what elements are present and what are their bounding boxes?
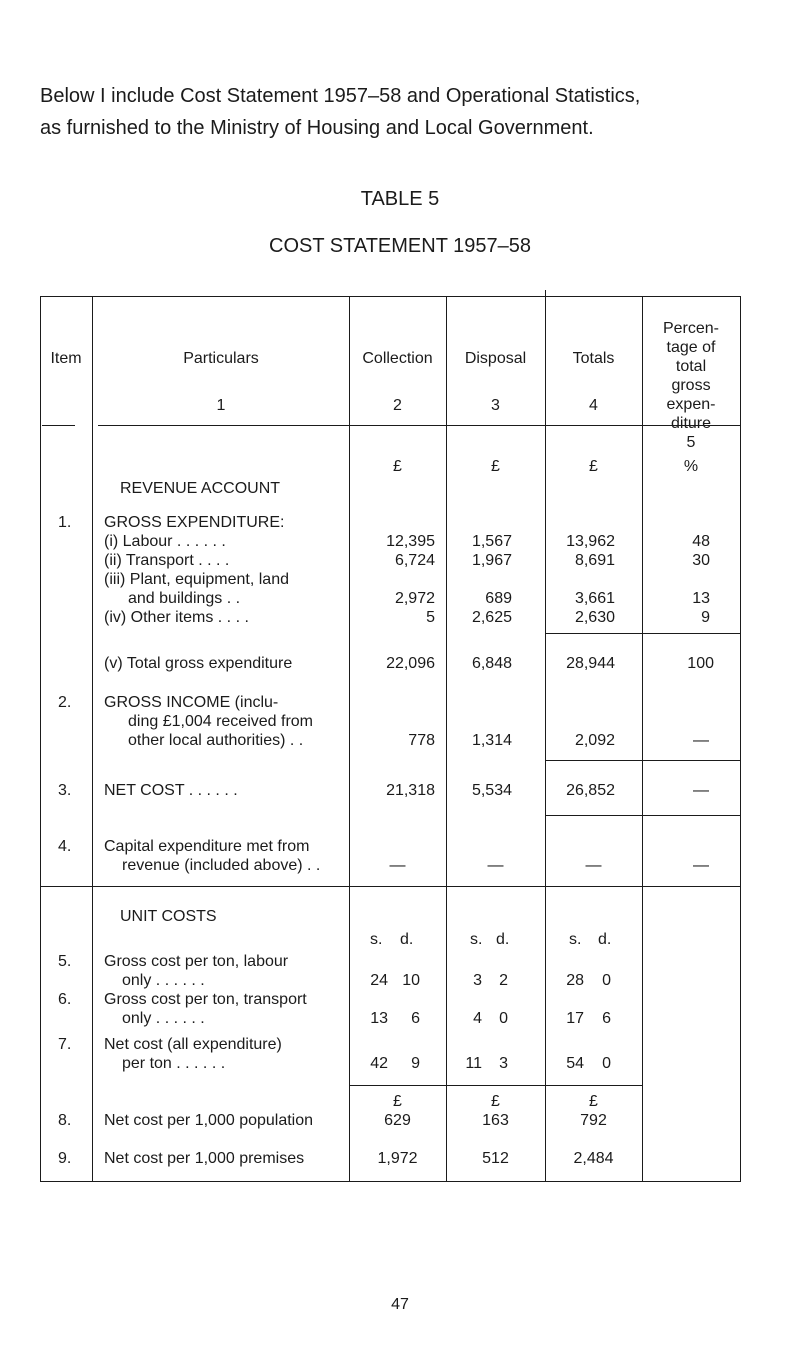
labour-unit-collection-s: 24 <box>370 972 388 989</box>
item-number-9: 9. <box>58 1150 72 1167</box>
header-disposal: Disposal <box>464 350 527 367</box>
per-population-label: Net cost per 1,000 population <box>104 1112 314 1129</box>
gross-income-percentage: — <box>693 732 709 749</box>
other-items-label: (iv) Other items . . . . <box>104 609 249 626</box>
transport-unit-disposal-s: 4 <box>473 1010 482 1027</box>
labour-unit-disposal-s: 3 <box>473 972 482 989</box>
revenue-account-heading: REVENUE ACCOUNT <box>120 480 281 497</box>
collection-unit-s: s. <box>370 931 383 948</box>
totals-unit-s: s. <box>569 931 582 948</box>
population-disposal-unit: £ <box>491 1093 500 1110</box>
per-premises-label: Net cost per 1,000 premises <box>104 1150 305 1167</box>
capital-label-line-2: revenue (included above) . . <box>122 857 321 874</box>
collection-unit-pound: £ <box>393 458 402 475</box>
totals-unit-pound: £ <box>589 458 598 475</box>
transport-unit-collection-d: 6 <box>411 1010 420 1027</box>
labour-unit-disposal-d: 2 <box>499 972 508 989</box>
plant-label-line-1: (iii) Plant, equipment, land <box>104 571 289 588</box>
net-unit-collection-d: 9 <box>411 1055 420 1072</box>
net-unit-label-line-2: per ton . . . . . . <box>122 1055 226 1072</box>
net-unit-collection-s: 42 <box>370 1055 388 1072</box>
labour-unit-label-line-2: only . . . . . . <box>122 972 205 989</box>
disposal-unit-s: s. <box>470 931 483 948</box>
intro-line-2: as furnished to the Ministry of Housing and Local Government. <box>40 117 594 139</box>
other-items-collection: 5 <box>426 609 435 626</box>
page-number: 47 <box>391 1296 409 1313</box>
transport-collection: 6,724 <box>394 552 435 569</box>
other-items-totals: 2,630 <box>574 609 615 626</box>
header-totals-number: 4 <box>589 397 598 414</box>
item-number-6: 6. <box>58 991 72 1008</box>
total-gross-disposal: 6,848 <box>471 655 512 672</box>
disposal-unit-d: d. <box>496 931 510 948</box>
labour-percentage: 48 <box>692 533 710 550</box>
net-cost-collection: 21,318 <box>386 782 435 799</box>
transport-unit-collection-s: 13 <box>370 1010 388 1027</box>
labour-unit-totals-s: 28 <box>566 972 584 989</box>
net-cost-label: NET COST . . . . . . <box>104 782 238 799</box>
header-particulars: Particulars <box>183 350 259 367</box>
net-unit-label-line-1: Net cost (all expenditure) <box>104 1036 282 1053</box>
labour-label: (i) Labour . . . . . . <box>104 533 226 550</box>
gross-income-label-line-3: other local authorities) . . <box>128 732 304 749</box>
gross-income-label-line-2: ding £1,004 received from <box>128 713 313 730</box>
population-collection-unit: £ <box>393 1093 402 1110</box>
transport-unit-disposal-d: 0 <box>499 1010 508 1027</box>
item-number-4: 4. <box>58 838 72 855</box>
labour-disposal: 1,567 <box>471 533 512 550</box>
capital-disposal: — <box>487 857 504 874</box>
item-number-1: 1. <box>58 514 72 531</box>
plant-collection: 2,972 <box>394 590 435 607</box>
header-collection-number: 2 <box>393 397 402 414</box>
per-premises-collection: 1,972 <box>377 1150 418 1167</box>
population-totals-unit: £ <box>589 1093 598 1110</box>
net-unit-disposal-s: 11 <box>465 1055 482 1072</box>
header-particulars-number: 1 <box>216 397 226 414</box>
gross-expenditure-heading: GROSS EXPENDITURE: <box>104 514 285 531</box>
labour-unit-label-line-1: Gross cost per ton, labour <box>104 953 289 970</box>
labour-totals: 13,962 <box>566 533 615 550</box>
transport-percentage: 30 <box>692 552 710 569</box>
labour-unit-collection-d: 10 <box>402 972 420 989</box>
transport-unit-totals-s: 17 <box>566 1010 584 1027</box>
net-unit-totals-s: 54 <box>566 1055 584 1072</box>
net-cost-totals: 26,852 <box>566 782 615 799</box>
labour-unit-totals-d: 0 <box>602 972 611 989</box>
header-percentage: Percen- tage of total gross expen- diture 5 <box>662 320 720 451</box>
plant-totals: 3,661 <box>574 590 615 607</box>
other-items-disposal: 2,625 <box>471 609 512 626</box>
per-premises-disposal: 512 <box>482 1150 509 1167</box>
total-gross-collection: 22,096 <box>386 655 435 672</box>
net-unit-disposal-d: 3 <box>499 1055 508 1072</box>
plant-disposal: 689 <box>485 590 512 607</box>
net-unit-totals-d: 0 <box>602 1055 611 1072</box>
transport-unit-label-line-1: Gross cost per ton, transport <box>104 991 307 1008</box>
item-number-2: 2. <box>58 694 72 711</box>
totals-unit-d: d. <box>598 931 612 948</box>
table-label: TABLE 5 <box>360 188 440 210</box>
table-title: COST STATEMENT 1957–58 <box>269 235 531 257</box>
item-number-8: 8. <box>58 1112 72 1129</box>
plant-label-line-2: and buildings . . <box>128 590 241 607</box>
capital-percentage: — <box>693 857 709 874</box>
intro-paragraph <box>40 80 770 144</box>
item-number-7: 7. <box>58 1036 72 1053</box>
plant-percentage: 13 <box>692 590 710 607</box>
per-population-disposal: 163 <box>482 1112 509 1129</box>
net-cost-percentage: — <box>693 782 709 799</box>
unit-costs-heading: UNIT COSTS <box>120 908 217 925</box>
labour-collection: 12,395 <box>386 533 435 550</box>
intro-line-1: Below I include Cost Statement 1957–58 and Operational Statistics, <box>40 85 641 107</box>
gross-income-disposal: 1,314 <box>471 732 512 749</box>
header-disposal-number: 3 <box>491 397 500 414</box>
percentage-unit: % <box>683 458 699 475</box>
disposal-unit-pound: £ <box>491 458 500 475</box>
total-gross-percentage: 100 <box>687 655 714 672</box>
gross-income-totals: 2,092 <box>574 732 615 749</box>
transport-label: (ii) Transport . . . . <box>104 552 230 569</box>
header-collection: Collection <box>362 350 433 367</box>
transport-totals: 8,691 <box>574 552 615 569</box>
per-population-totals: 792 <box>580 1112 607 1129</box>
collection-unit-d: d. <box>400 931 414 948</box>
header-item: Item <box>50 350 82 367</box>
total-gross-totals: 28,944 <box>566 655 615 672</box>
capital-collection: — <box>389 857 406 874</box>
item-number-5: 5. <box>58 953 72 970</box>
capital-totals: — <box>585 857 602 874</box>
capital-label-line-1: Capital expenditure met from <box>104 838 310 855</box>
total-gross-label: (v) Total gross expenditure <box>104 655 293 672</box>
per-population-collection: 629 <box>384 1112 411 1129</box>
transport-unit-totals-d: 6 <box>602 1010 611 1027</box>
transport-unit-label-line-2: only . . . . . . <box>122 1010 205 1027</box>
other-items-percentage: 9 <box>701 609 710 626</box>
transport-disposal: 1,967 <box>471 552 512 569</box>
header-totals: Totals <box>572 350 615 367</box>
item-number-3: 3. <box>58 782 72 799</box>
gross-income-label-line-1: GROSS INCOME (inclu- <box>104 694 279 711</box>
net-cost-disposal: 5,534 <box>471 782 512 799</box>
gross-income-collection: 778 <box>408 732 435 749</box>
per-premises-totals: 2,484 <box>573 1150 614 1167</box>
